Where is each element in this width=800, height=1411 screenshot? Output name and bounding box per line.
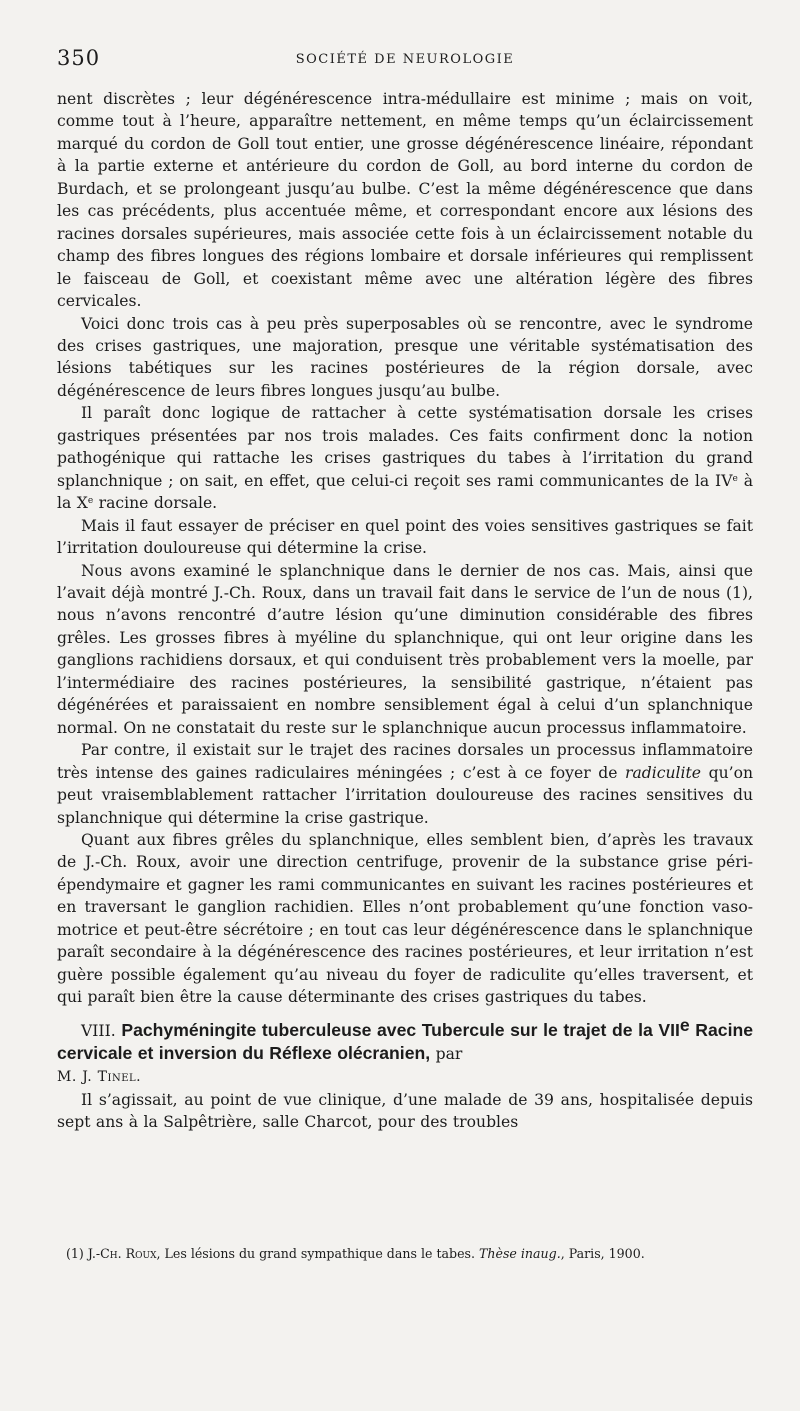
section-heading [57, 1014, 753, 1089]
section-paragraph: Il s’agissait, au point de vue clinique, d’une malade de 39 ans, hospitalisée depuis sept ans à la Salpêtrière, salle Charcot, pour des troubles [57, 1090, 753, 1132]
section-by: par [430, 1045, 463, 1064]
section-viii [57, 1014, 753, 1134]
footnote-place: , Paris, 1900. [560, 1246, 645, 1261]
paragraph-2: Voici donc trois cas à peu près superposables où se rencontre, avec le syndrome des crises gastriques, une majoration, presque une véritable systématisation des lésions tabétiques sur les racines postérieures de la région dorsale, avec dégénérescence de leurs fibres longues jusqu’au bulbe. [57, 314, 753, 400]
superscript-e: e [679, 1014, 690, 1035]
page-number: 350 [57, 46, 101, 70]
section-title-a: Pachyméningite tuberculeuse avec Tubercule sur le trajet de la VII [121, 1019, 680, 1040]
footnote-text: Les lésions du grand sympathique dans le tabes. [160, 1246, 475, 1261]
paragraph-1: nent discrètes ; leur dégénérescence intra-médullaire est minime ; mais on voit, comme tout à l’heure, apparaître nettement, en même temps qu’un éclaircissement marqué du cordon de Goll tout entier, une grosse dégénérescence linéaire, répondant à la partie externe et antérieure du cordon de Goll, au bord interne du cordon de Burdach, et se prolongeant jusqu’au bulbe. C’est la même dégénérescence que dans les cas précédents, plus accentuée même, et correspondant encore aux lésions des racines dorsales supérieures, mais associée cette fois à un éclaircissement notable du champ des fibres longues des régions lombaire et dorsale inférieures qui remplissent le faisceau de Goll, et coexistant même avec une altération légère des fibres cervicales. [57, 90, 753, 311]
paragraph-4: Mais il faut essayer de préciser en quel point des voies sensitives gastriques se fait l’irritation douloureuse qui détermine la crise. [57, 516, 753, 558]
superscript-e: e [87, 496, 94, 507]
emphasis-radiculite: radiculite [625, 763, 701, 782]
page-header [57, 44, 753, 74]
paragraph-3-text-c: racine dorsale. [93, 494, 218, 513]
body-text [57, 88, 753, 1134]
footnote [66, 1245, 762, 1263]
paragraph-7: Quant aux fibres grêles du splanchnique, elles semblent bien, d’après les travaux de J.-Ch. Roux, avoir une direction centrifuge, provenir de la substance grise péri-épendymaire et gagner les rami communicantes en suivant les racines postérieures et en traversant le ganglion rachidien. Elles n’ont probablement qu’une fonction vaso-motrice et peut-être sécrétoire ; en tout cas leur dégénérescence dans le splanchnique paraît secondaire à la dégénérescence des racines postérieures, et leur irritation n’est guère possible également qu’au niveau du foyer de radiculite qu’elles traversent, et qui paraît bien être la cause déterminante des crises gastriques du tabes. [57, 830, 753, 1007]
footnote-thesis: Thèse inaug. [475, 1246, 561, 1261]
paragraph-6 [57, 739, 753, 829]
section-author: M. J. Tinel. [57, 1069, 142, 1086]
footnote-author: J.-Ch. Roux, [83, 1246, 161, 1261]
superscript-e: e [732, 473, 738, 484]
footnote-marker: (1) [66, 1246, 84, 1261]
paragraph-3-text-b: à la X [57, 471, 753, 513]
paragraph-6-text-b: qu’on peut vraisemblablement rattacher l’irritation douloureuse des racines sensitives du splanchnique qui détermine la crise gastrique. [57, 763, 753, 827]
running-title: SOCIÉTÉ DE NEUROLOGIE [295, 52, 515, 67]
section-title-b: Racine cervicale et inversion du Réflexe olécranien, [57, 1019, 753, 1064]
paragraph-3-text-a: Il paraît donc logique de rattacher à cette systématisation dorsale les crises gastriques présentées par nos trois malades. Ces faits confirment donc la notion pathogénique qui rattache les crises gastriques du tabes à l’irritation du grand splanchnique ; on sait, en effet, que celui-ci reçoit ses rami communicantes de la IV [57, 404, 753, 490]
section-numeral: VIII. [81, 1021, 116, 1040]
paragraph-3 [57, 402, 753, 514]
paragraph-6-text-a: Par contre, il existait sur le trajet des racines dorsales un processus inflammatoire très intense des gaines radiculaires méningées ; c’est à ce foyer de [57, 741, 753, 782]
paragraph-5: Nous avons examiné le splanchnique dans le dernier de nos cas. Mais, ainsi que l’avait déjà montré J.-Ch. Roux, dans un travail fait dans le service de l’un de nous (1), nous n’avons rencontré d’autre lésion qu’une diminution considérable des fibres grêles. Les grosses fibres à myéline du splanchnique, qui ont leur origine dans les ganglions rachidiens dorsaux, et qui conduisent très probablement vers la moelle, par l’intermédiaire des racines postérieures, la sensibilité gastrique, n’étaient pas dégénérées et paraissaient en nombre sensiblement égal à celui d’un splanchnique normal. On ne constatait du reste sur le splanchnique aucun processus inflammatoire. [57, 561, 753, 737]
